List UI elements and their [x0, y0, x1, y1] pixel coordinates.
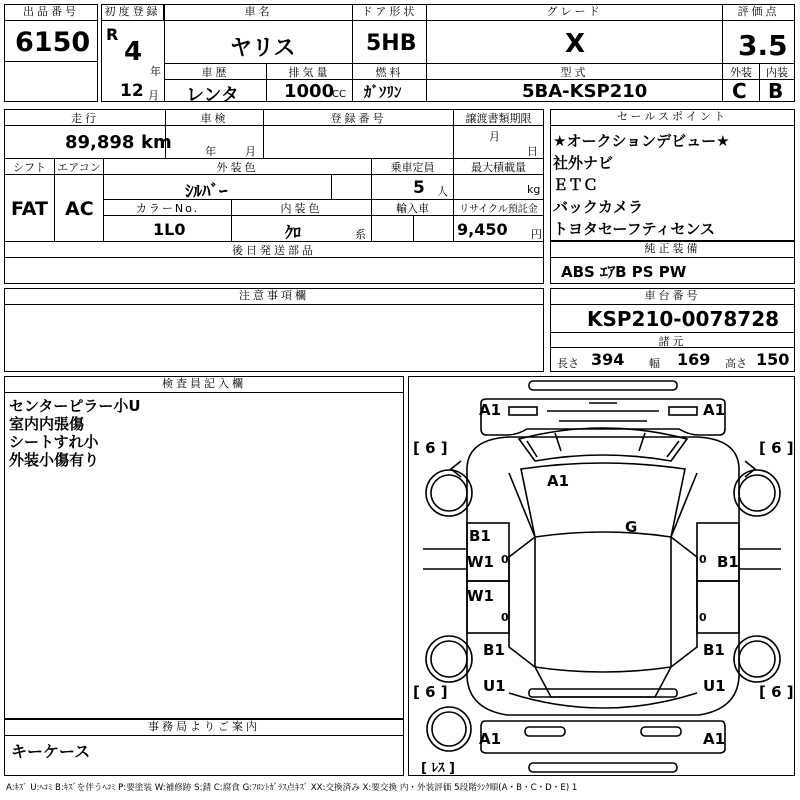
- fuel: ｶﾞｿﾘﾝ: [364, 83, 402, 101]
- legend: A:ｷｽﾞ U:ﾍｺﾐ B:ｷｽﾞを伴うﾍｺﾐ P:要塗装 W:補修跡 S:錆 C:腐食 G:ﾌﾛﾝﾄｶﾞﾗｽ点ｷｽﾞ XX:交換済み X:要交換 内・外装評価 5段階ﾗﾝｸ順(A・B・C・D・E) 1: [6, 783, 578, 793]
- sales-point: ★オークションデビュー★: [553, 132, 730, 150]
- office-note: キーケース: [11, 742, 91, 761]
- capacity-label: 乗車定員: [390, 161, 435, 174]
- details-box: [4, 109, 544, 284]
- model-label: 型式: [560, 66, 589, 79]
- svg-text:0: 0: [501, 553, 509, 566]
- equipment: ABS ｴｱB PS PW: [561, 263, 687, 281]
- notes-label: 注意事項欄: [5, 289, 543, 305]
- reg-year: 4: [124, 37, 143, 67]
- damage-mark: A1: [703, 730, 726, 748]
- width-label: 幅: [649, 357, 660, 370]
- equipment-label: 純正装備: [551, 242, 794, 258]
- inspection-month-unit: 月: [245, 145, 256, 158]
- tire-tread-front-right: [ 6 ]: [759, 439, 794, 457]
- damage-mark: B1: [469, 527, 491, 545]
- damage-mark: B1: [483, 641, 505, 659]
- model: 5BA-KSP210: [522, 81, 648, 102]
- car-name-label: 車名: [165, 5, 352, 21]
- sales-points-label: セールスポイント: [551, 110, 794, 126]
- color-no: 1L0: [153, 220, 186, 239]
- notes-box: [4, 288, 544, 372]
- lot-number: 6150: [15, 27, 91, 58]
- year-unit: 年: [150, 65, 161, 78]
- chassis-number: KSP210-0078728: [587, 307, 780, 331]
- damage-mark: G: [625, 518, 638, 536]
- height: 150: [756, 350, 790, 369]
- ext-score: C: [732, 79, 747, 103]
- score-label: 評価点: [723, 5, 794, 21]
- sales-point: 社外ナビ: [553, 154, 614, 172]
- color-no-label: カラーNo.: [135, 202, 200, 215]
- era: R: [106, 25, 119, 44]
- tire-tread-rear-left: [ 6 ]: [413, 683, 448, 701]
- kg-unit: kg: [527, 183, 541, 196]
- reg-month: 12: [120, 81, 144, 101]
- yen-unit: 円: [531, 228, 542, 241]
- tire-tread-rear-right: [ 6 ]: [759, 683, 794, 701]
- reg-no-label: 登録番号: [330, 112, 387, 125]
- office-box: [4, 719, 404, 776]
- spare-tire-label: [ ﾚｽ ]: [421, 761, 455, 776]
- ext-label: 外装: [730, 66, 752, 79]
- svg-text:0: 0: [699, 553, 707, 566]
- shift: FAT: [11, 198, 48, 220]
- chassis-box: [550, 288, 795, 372]
- inspector-note: 室内内張傷: [9, 415, 85, 433]
- office-label: 事務局よりご案内: [5, 720, 403, 736]
- later-parts-label: 後日発送部品: [232, 244, 316, 257]
- damage-mark: A1: [479, 730, 502, 748]
- grade: X: [565, 29, 586, 59]
- inspector-note: 外装小傷有り: [9, 451, 100, 469]
- dims-label: 諸元: [658, 335, 687, 348]
- fuel-label: 燃料: [375, 66, 404, 79]
- grade-label: グレード: [427, 5, 722, 21]
- inspector-label: 検査員記入欄: [5, 377, 403, 393]
- transfer-label: 譲渡書類期限: [465, 112, 532, 125]
- equipment-box: [550, 241, 795, 284]
- person-unit: 人: [437, 185, 448, 198]
- damage-mark: B1: [703, 641, 725, 659]
- history: レンタ: [186, 85, 239, 106]
- recycle-fee: 9,450: [457, 220, 508, 239]
- damage-mark: U1: [483, 677, 506, 695]
- recycle-label: リサイクル預託金: [459, 204, 538, 215]
- inspector-note: シートすれ小: [9, 433, 99, 451]
- lot-number-box: [4, 4, 98, 102]
- damage-mark: B1: [717, 553, 739, 571]
- damage-diagram: [408, 376, 795, 776]
- inspection-year-unit: 年: [205, 145, 216, 158]
- damage-mark: A1: [547, 472, 570, 490]
- int-color: ｸﾛ: [285, 223, 302, 242]
- capacity: 5: [413, 178, 425, 198]
- car-name: ヤリス: [230, 36, 296, 61]
- mileage: 89,898: [65, 132, 135, 153]
- width: 169: [677, 350, 711, 369]
- score: 3.5: [738, 29, 788, 62]
- damage-mark: A1: [479, 401, 502, 419]
- int-label: 内装: [766, 66, 788, 79]
- transfer-day-unit: 日: [527, 145, 538, 158]
- load-label: 最大積載量: [471, 161, 526, 174]
- damage-mark: W1: [467, 587, 494, 605]
- int-score: B: [768, 79, 784, 103]
- sales-point: ＥＴＣ: [553, 176, 599, 194]
- shift-label: シフト: [13, 161, 46, 174]
- sales-point: トヨタセーフティセンス: [553, 220, 716, 238]
- inspection-label: 車検: [200, 112, 229, 125]
- transfer-month-unit: 月: [489, 130, 500, 143]
- import-label: 輸入車: [396, 202, 429, 215]
- tire-tread-front-left: [ 6 ]: [413, 439, 448, 457]
- ac-label: エアコン: [57, 161, 101, 174]
- height-label: 高さ: [725, 357, 747, 370]
- color: ｼﾙﾊﾞｰ: [185, 182, 228, 202]
- car-outline: [409, 377, 794, 775]
- door-label: ドア形状: [353, 5, 426, 21]
- cc-unit: CC: [332, 89, 346, 100]
- chassis-label: 車台番号: [551, 289, 794, 305]
- mileage-label: 走行: [71, 112, 99, 125]
- displacement: 1000: [284, 81, 335, 102]
- displacement-label: 排気量: [288, 66, 331, 79]
- sales-point: バックカメラ: [553, 198, 644, 216]
- length: 394: [591, 350, 625, 369]
- inspector-note: センターピラー小U: [9, 397, 141, 415]
- kei-unit: 系: [355, 228, 366, 241]
- km-unit: km: [141, 132, 172, 153]
- svg-text:0: 0: [501, 611, 509, 624]
- first-reg-label: 初度登録: [102, 5, 164, 21]
- damage-mark: W1: [467, 553, 494, 571]
- color-label: 外装色: [216, 161, 259, 174]
- damage-mark: A1: [703, 401, 726, 419]
- length-label: 長さ: [557, 357, 579, 370]
- svg-text:0: 0: [699, 611, 707, 624]
- lot-number-label: 出品番号: [5, 5, 97, 21]
- vehicle-header-box: [101, 4, 795, 106]
- damage-mark: U1: [703, 677, 726, 695]
- ac: AC: [65, 198, 94, 220]
- inspector-box: [4, 376, 404, 719]
- history-label: 車歴: [201, 66, 230, 79]
- month-unit: 月: [148, 89, 159, 102]
- int-color-label: 内装色: [280, 202, 323, 215]
- door-type: 5HB: [366, 31, 417, 56]
- sales-points-box: [550, 109, 795, 241]
